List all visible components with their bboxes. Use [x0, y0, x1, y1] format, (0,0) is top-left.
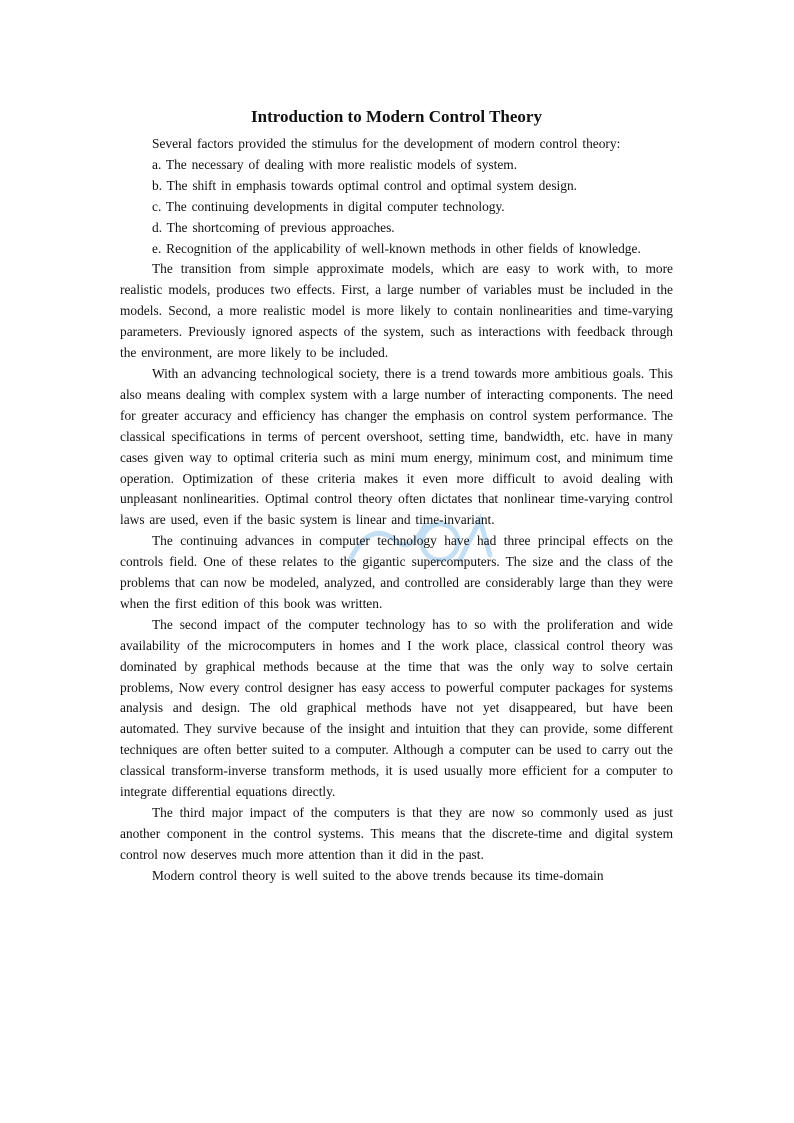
paragraph-advancing-society: With an advancing technological society, there is a trend towards more ambitious goals. This also means dealing with complex system with a large number of interacting components. The need for greater accuracy and efficiency has changer the emphasis on control system performance. The classical specifications in terms of percent overshoot, setting time, bandwidth, etc. have in many cases given way to optimal criteria such as mini mum energy, minimum cost, and minimum time operation. Optimization of these criteria makes it even more difficult to avoid dealing with unpleasant nonlinearities. Optimal control theory often dictates that nonlinear time-varying control laws are used, even if the basic system is linear and time-invariant. — [120, 365, 673, 528]
list-item-a: a. The necessary of dealing with more realistic models of system. — [152, 156, 518, 172]
document-page — [120, 100, 673, 887]
paragraph-second-impact: The second impact of the computer technology has to so with the proliferation and wide availability of the microcomputers in homes and I the work place, classical control theory was dominated by graphical methods because at the time that was the only way to solve certain problems, Now every control designer has easy access to powerful computer packages for systems analysis and design. The old graphical methods have not yet disappeared, but have been automated. They survive because of the insight and intuition that they can provide, some different techniques are often better suited to a computer. Although a computer can be used to carry out the classical transform-inverse transform methods, it is used usually more efficient for a computer to integrate differential equations directly. — [120, 616, 673, 800]
paragraph-intro: Several factors provided the stimulus for the development of modern control theory: — [152, 136, 621, 151]
document-title: Introduction to Modern Control Theory — [251, 107, 542, 126]
paragraph-modern-control: Modern control theory is well suited to the above trends because its time-domain — [152, 867, 604, 883]
paragraph-third-impact: The third major impact of the computers is that they are now so commonly used as just another component in the control systems. This means that the discrete-time and digital system control now deserves much more attention than it did in the past. — [120, 805, 673, 862]
paragraph-transition: The transition from simple approximate models, which are easy to work with, to more realistic models, produces two effects. First, a large number of variables must be included in the models. Second, a more realistic model is more likely to contain nonlinearities and time-varying parameters. Previously ignored aspects of the system, such as interactions with feedback through the environment, are more likely to be included. — [120, 261, 673, 361]
list-item-d: d. The shortcoming of previous approaches. — [152, 219, 395, 235]
list-item-c: c. The continuing developments in digital computer technology. — [152, 198, 505, 214]
list-item-e: e. Recognition of the applicability of well-known methods in other fields of knowledge. — [152, 240, 641, 256]
list-item-b: b. The shift in emphasis towards optimal control and optimal system design. — [152, 177, 577, 193]
paragraph-computer-advances: The continuing advances in computer technology have had three principal effects on the controls field. One of these relates to the gigantic supercomputers. The size and the class of the problems that can now be modeled, analyzed, and controlled are considerably large than they were when the first edition of this book was written. — [120, 533, 673, 611]
